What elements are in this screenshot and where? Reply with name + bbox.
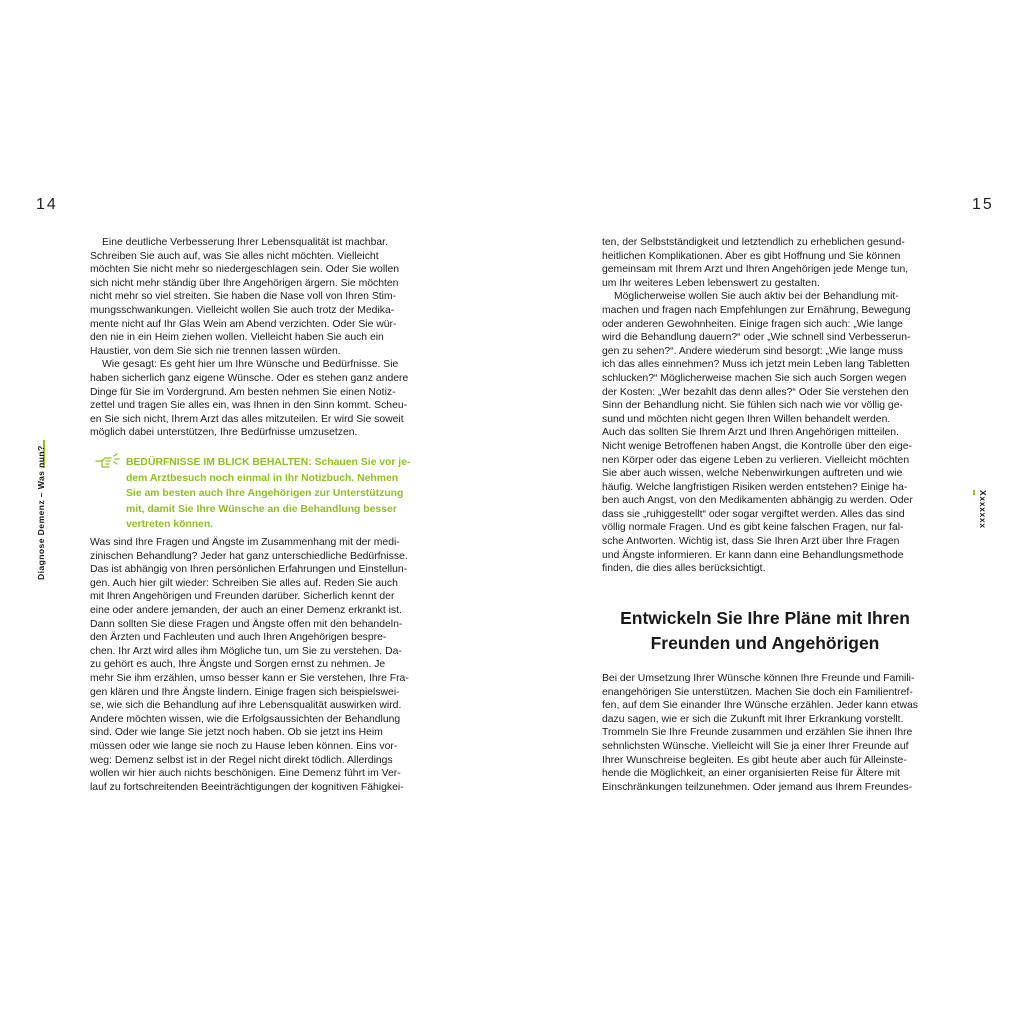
text-line: mungsschwankungen. Vielleicht wollen Sie auch trotz der Medika-	[90, 304, 395, 316]
text-line: Auch das sollten Sie Ihrem Arzt und Ihren Angehörigen mitteilen.	[602, 427, 899, 439]
text-line: machen und fragen nach Empfehlungen zur Ernährung, Bewegung	[602, 304, 911, 316]
heading-line: Entwickeln Sie Ihre Pläne mit Ihren	[620, 608, 910, 628]
text-line: Schreiben Sie auch auf, was Sie alles nicht möchten. Vielleicht	[90, 250, 379, 262]
text-line: ben auch Angst, von den Medikamenten abhängig zu werden. Oder	[602, 495, 913, 507]
text-line: enangehörigen Sie unterstützen. Machen Sie doch ein Familientref-	[602, 686, 913, 698]
text-line: gen. Auch hier gilt wieder: Schreiben Sie alles auf. Reden Sie auch	[90, 577, 398, 589]
text-line: ich das alles einnehmen? Muss ich jetzt mein Leben lang Tabletten	[602, 359, 910, 371]
text-line: Ihrer Wunschreise begleiten. Es gibt heute aber auch für Alleinste-	[602, 754, 907, 766]
text-line: und Ängste informieren. Er kann dann eine Behandlungsmethode	[602, 549, 904, 561]
callout-line: dem Arztbesuch noch einmal in Ihr Notizbuch. Nehmen	[126, 472, 399, 484]
text-line: eine oder andere jemanden, der auch an einer Demenz erkrankt ist.	[90, 604, 402, 616]
text-line: mehr Sie ihm erzählen, umso besser kann er Sie verstehen, Ihre Fra-	[90, 672, 409, 684]
left-column-top	[90, 236, 408, 440]
text-line: Haustier, von dem Sie sich nie trennen lassen würden.	[90, 345, 341, 357]
text-line: der Kosten: „Wer bezahlt das denn alles?“ Oder Sie verstehen den	[602, 386, 909, 398]
text-line: hende die Möglichkeit, an einer organisierten Reise für Ältere mit	[602, 768, 901, 780]
pointing-hand-icon	[94, 452, 122, 470]
tip-callout	[126, 455, 410, 533]
text-line: sehnlichsten Wünsche. Vielleicht will Sie ja einer Ihrer Freunde auf	[602, 740, 909, 752]
text-line: lauf zu fortschreitenden Beeinträchtigungen der kognitiven Fähigkei-	[90, 781, 404, 793]
side-accent-bar-right	[973, 490, 975, 495]
text-line: en Sie sich nicht, Ihrem Arzt das alles mitzuteilen. Er wird Sie soweit	[90, 413, 404, 425]
heading-line: Freunden und Angehörigen	[650, 633, 880, 653]
callout-line: mit, damit Sie Ihre Wünsche an die Behandlung besser	[126, 503, 397, 515]
text-line: sche Antworten. Wichtig ist, dass Sie Ihren Arzt über Ihre Fragen	[602, 536, 900, 548]
text-line: Wie gesagt: Es geht hier um Ihre Wünsche und Bedürfnisse. Sie	[102, 359, 399, 371]
text-line: nicht mehr so viel streiten. Sie haben die Nase voll von Ihren Stim-	[90, 291, 397, 303]
text-line: Sinn der Behandlung nicht. Sie fühlen sich nach wie vor völlig ge-	[602, 400, 903, 412]
text-line: Dinge für Sie im Vordergrund. Am besten nehmen Sie einen Notiz-	[90, 386, 396, 398]
text-line: nen Körper oder das eigene Leben zu verlieren. Vielleicht möchten	[602, 454, 910, 466]
text-line: mente nicht auf Ihr Glas Wein am Abend verzichten. Oder Sie wür-	[90, 318, 397, 330]
text-line: gen zu sehen?“. Andere wiederum sind besorgt: „Wie lange muss	[602, 345, 903, 357]
text-line: se, wie sich die Behandlung auf ihre Lebensqualität auswirken wird.	[90, 700, 402, 712]
running-head-right: Xxxxxxx	[978, 490, 988, 529]
text-line: finden, die dies alles berücksichtigt.	[602, 563, 766, 575]
callout-line: vertreten können.	[126, 519, 214, 530]
text-line: sich nicht mehr ständig über Ihre Angehörigen ärgern. Sie möchten	[90, 277, 399, 289]
text-line: wollen wir hier auch nichts beschönigen. Eine Demenz führt im Ver-	[90, 768, 401, 780]
text-line: gen klären und Ihre Ängste lindern. Einige fragen sich beispielswei-	[90, 686, 400, 698]
text-line: schlucken?“ Möglicherweise machen Sie sich auch Sorgen wegen	[602, 372, 907, 384]
text-line: Andere möchten wissen, wie die Erfolgsaussichten der Behandlung	[90, 713, 401, 725]
text-line: haben sicherlich ganz eigene Wünsche. Oder es stehen ganz andere	[90, 372, 409, 384]
left-column-bottom	[90, 536, 409, 794]
section-heading	[600, 606, 930, 656]
text-line: heitlichen Komplikationen. Aber es gibt Hoffnung und Sie können	[602, 250, 901, 262]
text-line: ten, der Selbstständigkeit und letztendlich zu erheblichen gesund-	[602, 237, 905, 248]
text-line: Einschränkungen teilzunehmen. Oder jemand aus Ihrem Freundes-	[602, 781, 913, 793]
text-line: um Ihr weiteres Leben lebenswert zu gestalten.	[602, 277, 820, 289]
text-line: gemeinsam mit Ihrem Arzt und Ihren Angehörigen jede Menge tun,	[602, 264, 909, 276]
text-line: Trommeln Sie Ihre Freunde zusammen und erzählen Sie ihnen Ihre	[602, 727, 913, 739]
text-line: Dann sollten Sie diese Fragen und Ängste offen mit den behandeln-	[90, 618, 403, 630]
text-line: den nie in ein Heim ziehen wollen. Vielleicht haben Sie auch ein	[90, 332, 384, 344]
callout-line: Sie am besten auch Ihre Angehörigen zur Unterstützung	[126, 488, 404, 499]
text-line: Eine deutliche Verbesserung Ihrer Lebensqualität ist machbar.	[102, 237, 388, 248]
text-line: zettel und tragen Sie alles ein, was Ihnen in den Sinn kommt. Scheu-	[90, 400, 408, 412]
running-head-left: Diagnose Demenz – Was nun?	[36, 445, 46, 580]
text-line: zinischen Behandlung? Jeder hat ganz unterschiedliche Bedürfnisse.	[90, 550, 408, 562]
text-line: Nicht wenige Betroffenen haben Angst, die Kontrolle über den eige-	[602, 440, 913, 452]
text-line: müssen oder wie lange sie noch zu Hause leben können. Eins vor-	[90, 740, 398, 752]
text-line: mit Ihren Angehörigen und Freunden darüber. Sicherlich kennt der	[90, 591, 395, 603]
text-line: zu gehört es auch, Ihre Ängste und Sorgen ernst zu nehmen. Je	[90, 659, 386, 671]
text-line: sind. Oder wie lange Sie jetzt noch haben. Ob sie jetzt ins Heim	[90, 727, 383, 739]
text-line: fen, auf dem Sie einander Ihre Wünsche erzählen. Jeder kann etwas	[602, 700, 918, 712]
right-column-bottom	[602, 672, 918, 794]
text-line: sund und möchten nicht gegen Ihren Willen behandelt werden.	[602, 413, 891, 425]
page-number-right: 15	[972, 196, 994, 213]
text-line: möglich dabei unterstützen, Ihre Bedürfnisse umzusetzen.	[90, 427, 358, 439]
text-line: völlig normale Fragen. Und es gibt keine falschen Fragen, nur fal-	[602, 522, 904, 534]
text-line: dazu sagen, wie er sich die Zukunft mit Ihrer Erkrankung vorstellt.	[602, 713, 904, 725]
text-line: weg: Demenz selbst ist in der Regel nicht direkt tödlich. Allerdings	[90, 754, 393, 766]
text-line: Das ist abhängig von Ihren persönlichen Erfahrungen und Einstellun-	[90, 564, 408, 576]
right-column-top	[602, 236, 913, 576]
text-line: Sie aber auch wissen, welche Nebenwirkungen auftreten und wie	[602, 468, 903, 480]
text-line: Bei der Umsetzung Ihrer Wünsche können Ihre Freunde und Famili-	[602, 673, 915, 684]
text-line: Was sind Ihre Fragen und Ängste im Zusammenhang mit der medi-	[90, 537, 400, 548]
text-line: oder anderen Gewohnheiten. Einige fragen sich auch: „Wie lange	[602, 318, 903, 330]
page-number-left: 14	[36, 196, 58, 213]
text-line: wird die Behandlung dauern?“ oder „Wie schnell sind Verbesserun-	[602, 332, 911, 344]
text-line: möchten Sie nicht mehr so niedergeschlagen sein. Oder Sie wollen	[90, 264, 400, 276]
text-line: chen. Ihr Arzt wird alles ihm Mögliche tun, um Sie zu verstehen. Da-	[90, 645, 402, 657]
text-line: Möglicherweise wollen Sie auch aktiv bei der Behandlung mit-	[614, 291, 899, 303]
text-line: häufig. Welche langfristigen Risiken werden entstehen? Einige ha-	[602, 481, 908, 493]
text-line: dass sie „ruhiggestellt“ oder sogar vergiftet werden. Alles das sind	[602, 508, 905, 520]
text-line: den Ärzten und Fachleuten und auch Ihren Angehörigen bespre-	[90, 632, 387, 644]
callout-line: BEDÜRFNISSE IM BLICK BEHALTEN: Schauen Sie vor je-	[126, 457, 411, 468]
